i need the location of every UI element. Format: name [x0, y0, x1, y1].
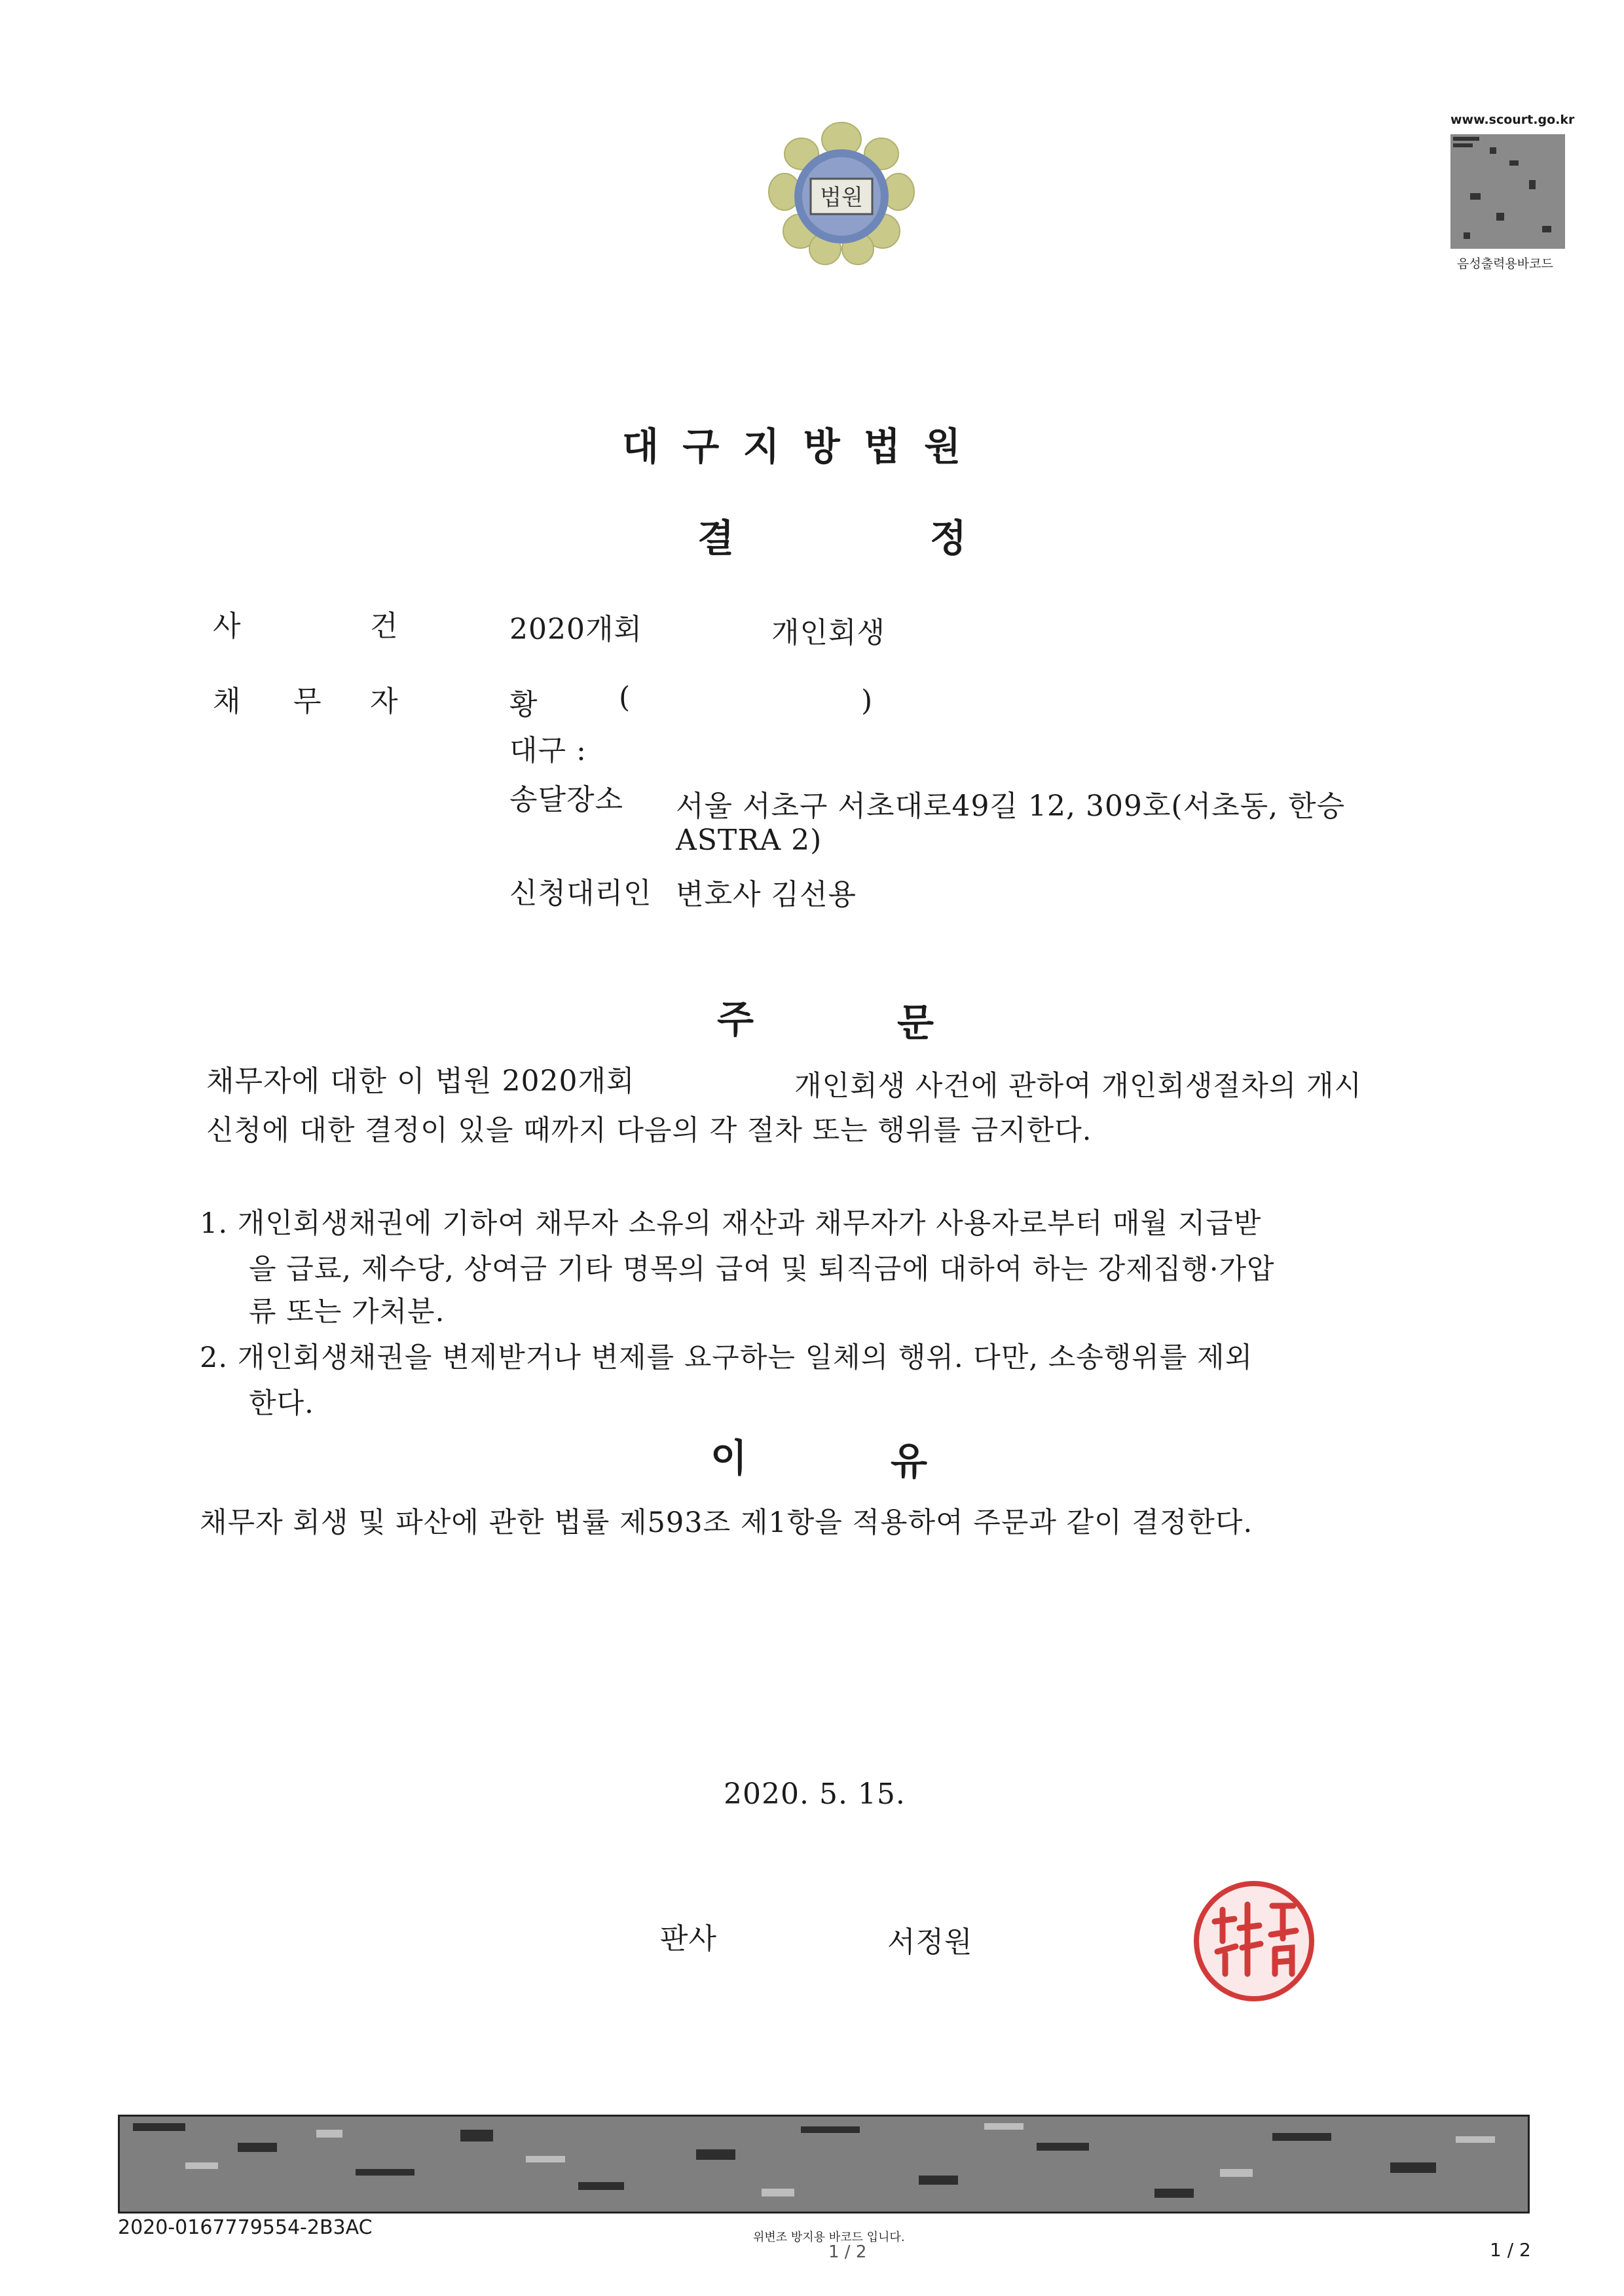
agent-value: 변호사 김선용	[676, 878, 857, 911]
judge-name: 서정원	[887, 1925, 973, 1959]
order-line1-b: 개인회생 사건에 관하여 개인회생절차의 개시	[794, 1070, 1362, 1102]
court-name: 대 구 지 방 법 원	[622, 424, 967, 469]
delivery-line2: ASTRA 2)	[676, 824, 822, 857]
order-heading-right: 문	[897, 1000, 934, 1045]
case-label-1: 사	[213, 610, 242, 643]
anti-forgery-barcode	[118, 2115, 1530, 2214]
doc-title-left: 결	[697, 516, 735, 560]
barcode-note: 위변조 방지용 바코드 입니다.	[753, 2231, 905, 2244]
order-item2-line1: 2. 개인회생채권을 변제받거나 변제를 요구하는 일체의 행위. 다만, 소송행위를 제외	[200, 1341, 1253, 1374]
court-emblem-icon	[760, 115, 923, 272]
reason-text: 채무자 회생 및 파산에 관한 법률 제593조 제1항을 적용하여 주문과 같이 결정한다.	[200, 1506, 1253, 1539]
debtor-label-3: 자	[370, 685, 399, 718]
debtor-paren-close: )	[861, 684, 874, 718]
emblem-text: 법원	[820, 185, 863, 211]
document-code: 2020-0167779554-2B3AC	[118, 2216, 373, 2239]
page-number-right: 1 / 2	[1490, 2239, 1531, 2261]
judge-title: 판사	[660, 1922, 718, 1956]
court-emblem	[760, 115, 923, 272]
debtor-label-2: 무	[293, 685, 322, 718]
reason-heading-right: 유	[891, 1439, 928, 1484]
case-number: 2020개회	[509, 613, 642, 646]
seal-icon	[1189, 1876, 1320, 2007]
delivery-label: 송달장소	[509, 783, 624, 816]
debtor-name: 황	[509, 688, 538, 721]
qr-url: www.scourt.go.kr	[1450, 113, 1575, 127]
delivery-line1: 서울 서초구 서초대로49길 12, 309호(서초동, 한승	[676, 790, 1346, 823]
case-label-2: 건	[370, 610, 399, 643]
debtor-label-1: 채	[213, 685, 242, 718]
qr-pattern-icon	[1450, 134, 1565, 249]
order-item1-line2: 을 급료, 제수당, 상여금 기타 명목의 급여 및 퇴직금에 대하여 하는 강제집행·가압	[249, 1253, 1275, 1286]
debtor-paren-open: (	[619, 681, 631, 714]
order-item1-line1: 1. 개인회생채권에 기하여 채무자 소유의 재산과 채무자가 사용자로부터 매월 지급받	[200, 1207, 1262, 1240]
voice-qr-code	[1450, 134, 1565, 249]
order-item1-line3: 류 또는 가처분.	[249, 1296, 445, 1328]
judge-seal	[1189, 1876, 1320, 2007]
qr-caption: 음성출력용바코드	[1457, 257, 1553, 271]
order-line1-a: 채무자에 대한 이 법원 2020개회	[206, 1065, 635, 1098]
debtor-address: 대구 :	[509, 734, 587, 767]
doc-title-right: 정	[930, 516, 967, 560]
barcode-pattern-icon	[120, 2117, 1528, 2212]
decision-date: 2020. 5. 15.	[724, 1777, 906, 1811]
agent-label: 신청대리인	[509, 877, 652, 910]
order-heading-left: 주	[717, 997, 754, 1042]
page-number-center: 1 / 2	[828, 2242, 867, 2262]
order-item2-line2: 한다.	[249, 1387, 314, 1420]
reason-heading-left: 이	[710, 1436, 748, 1480]
order-line2: 신청에 대한 결정이 있을 때까지 다음의 각 절차 또는 행위를 금지한다.	[206, 1114, 1092, 1147]
case-type: 개인회생	[771, 616, 886, 649]
